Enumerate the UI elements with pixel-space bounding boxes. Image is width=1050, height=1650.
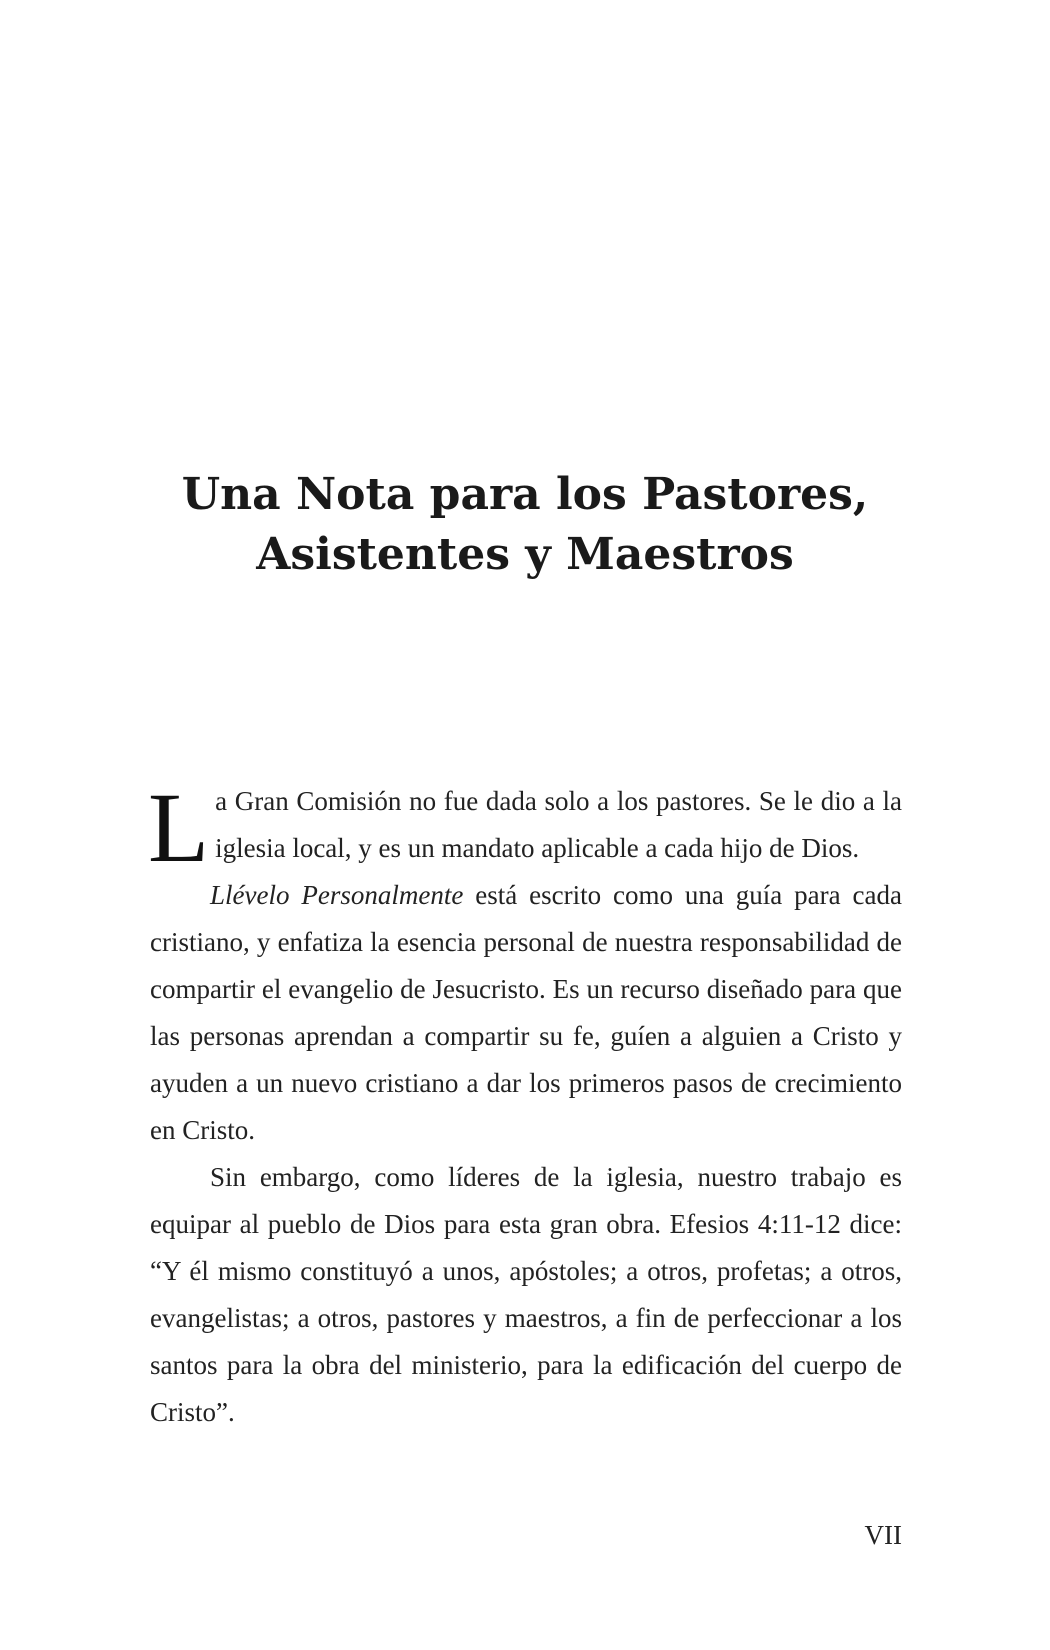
chapter-title-line-2: Asistentes y Maestros [256, 529, 794, 580]
paragraph-3: Sin embargo, como líderes de la iglesia, nuestro trabajo es equipar al pueblo de Dios para esta gran obra. Efesios 4:11-12 dice: “Y él mismo constituyó a unos, apóstoles; a otros, profetas; a otros, evangelistas; a otros, pastores y maestros, a fin de perfeccionar a los santos para la obra del ministerio, para la edificación del cuerpo de Cristo”. [150, 1162, 902, 1427]
page-number: VII [864, 1520, 902, 1550]
paragraph-1-text: a Gran Comisión no fue dada solo a los pastores. Se le dio a la iglesia local, y es un mandato aplicable a cada hijo de Dios. [215, 786, 902, 863]
body-text [148, 772, 902, 1436]
chapter-title-line-1: Una Nota para los Pastores, [181, 469, 869, 520]
drop-cap: L [148, 772, 210, 883]
book-title-italic: Llévelo Personalmente [210, 880, 464, 910]
chapter-title [150, 465, 900, 585]
paragraph-1 [148, 772, 902, 883]
paragraph-2 [150, 872, 902, 1154]
paragraph-2-text: está escrito como una guía para cada cristiano, y enfatiza la esencia personal de nuestra responsabilidad de compartir el evangelio de Jesucristo. Es un recurso diseñado para que las personas aprendan a compartir su fe, guíen a alguien a Cristo y ayuden a un nuevo cristiano a dar los primeros pasos de crecimiento en Cristo. [150, 880, 902, 1145]
